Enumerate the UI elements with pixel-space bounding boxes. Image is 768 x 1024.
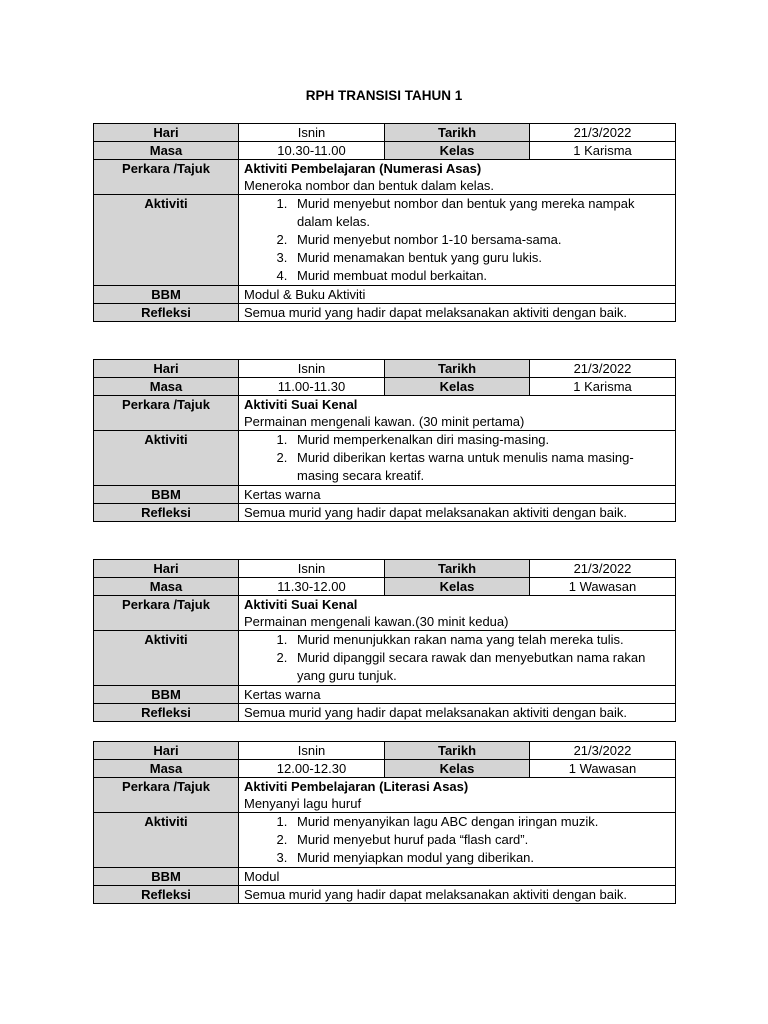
label-aktiviti: Aktiviti (94, 813, 239, 868)
label-bbm: BBM (94, 868, 239, 886)
label-refleksi: Refleksi (94, 704, 239, 722)
row-refleksi (94, 886, 676, 904)
value-perkara (239, 778, 676, 813)
value-refleksi: Semua murid yang hadir dapat melaksanakan aktiviti dengan baik. (239, 304, 676, 322)
value-refleksi: Semua murid yang hadir dapat melaksanakan aktiviti dengan baik. (239, 704, 676, 722)
value-perkara (239, 160, 676, 195)
value-hari: Isnin (239, 124, 385, 142)
value-tarikh: 21/3/2022 (530, 124, 676, 142)
topic-title: Aktiviti Pembelajaran (Literasi Asas) (244, 779, 469, 794)
label-kelas: Kelas (385, 378, 530, 396)
topic-subtitle: Permainan mengenali kawan. (30 minit pertama) (244, 414, 525, 429)
activity-list (244, 631, 670, 685)
activity-item: 2. Murid menyebut huruf pada “flash card”. (291, 831, 670, 849)
row-refleksi (94, 304, 676, 322)
topic-subtitle: Permainan mengenali kawan.(30 minit kedua) (244, 614, 509, 629)
row-masa-kelas (94, 378, 676, 396)
label-perkara: Perkara /Tajuk (94, 596, 239, 631)
value-tarikh: 21/3/2022 (530, 360, 676, 378)
label-perkara: Perkara /Tajuk (94, 160, 239, 195)
row-bbm (94, 486, 676, 504)
label-bbm: BBM (94, 686, 239, 704)
row-aktiviti (94, 195, 676, 286)
activity-item: 1. Murid memperkenalkan diri masing-masing. (291, 431, 670, 449)
row-aktiviti (94, 813, 676, 868)
label-tarikh: Tarikh (385, 124, 530, 142)
label-aktiviti: Aktiviti (94, 631, 239, 686)
label-hari: Hari (94, 560, 239, 578)
label-refleksi: Refleksi (94, 504, 239, 522)
row-aktiviti (94, 631, 676, 686)
value-aktiviti (239, 195, 676, 286)
row-hari-tarikh (94, 360, 676, 378)
row-masa-kelas (94, 760, 676, 778)
lesson-table (93, 559, 676, 722)
lesson-table (93, 741, 676, 904)
value-hari: Isnin (239, 360, 385, 378)
label-tarikh: Tarikh (385, 560, 530, 578)
value-bbm: Kertas warna (239, 486, 676, 504)
label-aktiviti: Aktiviti (94, 195, 239, 286)
value-aktiviti (239, 631, 676, 686)
row-refleksi (94, 704, 676, 722)
value-masa: 10.30-11.00 (239, 142, 385, 160)
value-hari: Isnin (239, 560, 385, 578)
topic-subtitle: Meneroka nombor dan bentuk dalam kelas. (244, 178, 495, 193)
topic-title: Aktiviti Pembelajaran (Numerasi Asas) (244, 161, 482, 176)
activity-item: 1. Murid menyebut nombor dan bentuk yang mereka nampak dalam kelas. (291, 195, 670, 231)
value-perkara (239, 396, 676, 431)
value-bbm: Modul (239, 868, 676, 886)
activity-item: 3. Murid menyiapkan modul yang diberikan. (291, 849, 670, 867)
row-perkara (94, 596, 676, 631)
row-aktiviti (94, 431, 676, 486)
label-hari: Hari (94, 742, 239, 760)
activity-item: 2. Murid menyebut nombor 1-10 bersama-sama. (291, 231, 670, 249)
value-hari: Isnin (239, 742, 385, 760)
label-masa: Masa (94, 378, 239, 396)
label-masa: Masa (94, 142, 239, 160)
value-bbm: Modul & Buku Aktiviti (239, 286, 676, 304)
label-masa: Masa (94, 760, 239, 778)
value-kelas: 1 Wawasan (530, 578, 676, 596)
label-hari: Hari (94, 360, 239, 378)
label-kelas: Kelas (385, 578, 530, 596)
topic-title: Aktiviti Suai Kenal (244, 397, 358, 412)
row-hari-tarikh (94, 124, 676, 142)
value-masa: 11.30-12.00 (239, 578, 385, 596)
row-perkara (94, 160, 676, 195)
activity-item: 3. Murid menamakan bentuk yang guru lukis. (291, 249, 670, 267)
row-hari-tarikh (94, 742, 676, 760)
label-refleksi: Refleksi (94, 304, 239, 322)
row-bbm (94, 868, 676, 886)
label-perkara: Perkara /Tajuk (94, 396, 239, 431)
activity-item: 2. Murid diberikan kertas warna untuk menulis nama masing-masing secara kreatif. (291, 449, 670, 485)
activity-item: 2. Murid dipanggil secara rawak dan menyebutkan nama rakan yang guru tunjuk. (291, 649, 670, 685)
value-bbm: Kertas warna (239, 686, 676, 704)
topic-title: Aktiviti Suai Kenal (244, 597, 358, 612)
row-masa-kelas (94, 578, 676, 596)
value-aktiviti (239, 431, 676, 486)
label-perkara: Perkara /Tajuk (94, 778, 239, 813)
label-kelas: Kelas (385, 760, 530, 778)
activity-list (244, 195, 670, 285)
label-kelas: Kelas (385, 142, 530, 160)
topic-subtitle: Menyanyi lagu huruf (244, 796, 362, 811)
value-kelas: 1 Wawasan (530, 760, 676, 778)
label-bbm: BBM (94, 486, 239, 504)
lesson-table (93, 123, 676, 322)
value-masa: 11.00-11.30 (239, 378, 385, 396)
activity-item: 1. Murid menunjukkan rakan nama yang telah mereka tulis. (291, 631, 670, 649)
row-perkara (94, 778, 676, 813)
label-hari: Hari (94, 124, 239, 142)
value-kelas: 1 Karisma (530, 378, 676, 396)
value-tarikh: 21/3/2022 (530, 560, 676, 578)
document-title: RPH TRANSISI TAHUN 1 (305, 88, 463, 103)
row-bbm (94, 286, 676, 304)
row-perkara (94, 396, 676, 431)
label-masa: Masa (94, 578, 239, 596)
label-tarikh: Tarikh (385, 360, 530, 378)
label-aktiviti: Aktiviti (94, 431, 239, 486)
row-refleksi (94, 504, 676, 522)
activity-item: 4. Murid membuat modul berkaitan. (291, 267, 670, 285)
value-aktiviti (239, 813, 676, 868)
label-refleksi: Refleksi (94, 886, 239, 904)
value-refleksi: Semua murid yang hadir dapat melaksanakan aktiviti dengan baik. (239, 886, 676, 904)
activity-item: 1. Murid menyanyikan lagu ABC dengan iringan muzik. (291, 813, 670, 831)
lesson-table (93, 359, 676, 522)
row-hari-tarikh (94, 560, 676, 578)
row-masa-kelas (94, 142, 676, 160)
value-tarikh: 21/3/2022 (530, 742, 676, 760)
value-refleksi: Semua murid yang hadir dapat melaksanakan aktiviti dengan baik. (239, 504, 676, 522)
value-kelas: 1 Karisma (530, 142, 676, 160)
activity-list (244, 813, 670, 867)
activity-list (244, 431, 670, 485)
value-masa: 12.00-12.30 (239, 760, 385, 778)
row-bbm (94, 686, 676, 704)
value-perkara (239, 596, 676, 631)
label-bbm: BBM (94, 286, 239, 304)
label-tarikh: Tarikh (385, 742, 530, 760)
